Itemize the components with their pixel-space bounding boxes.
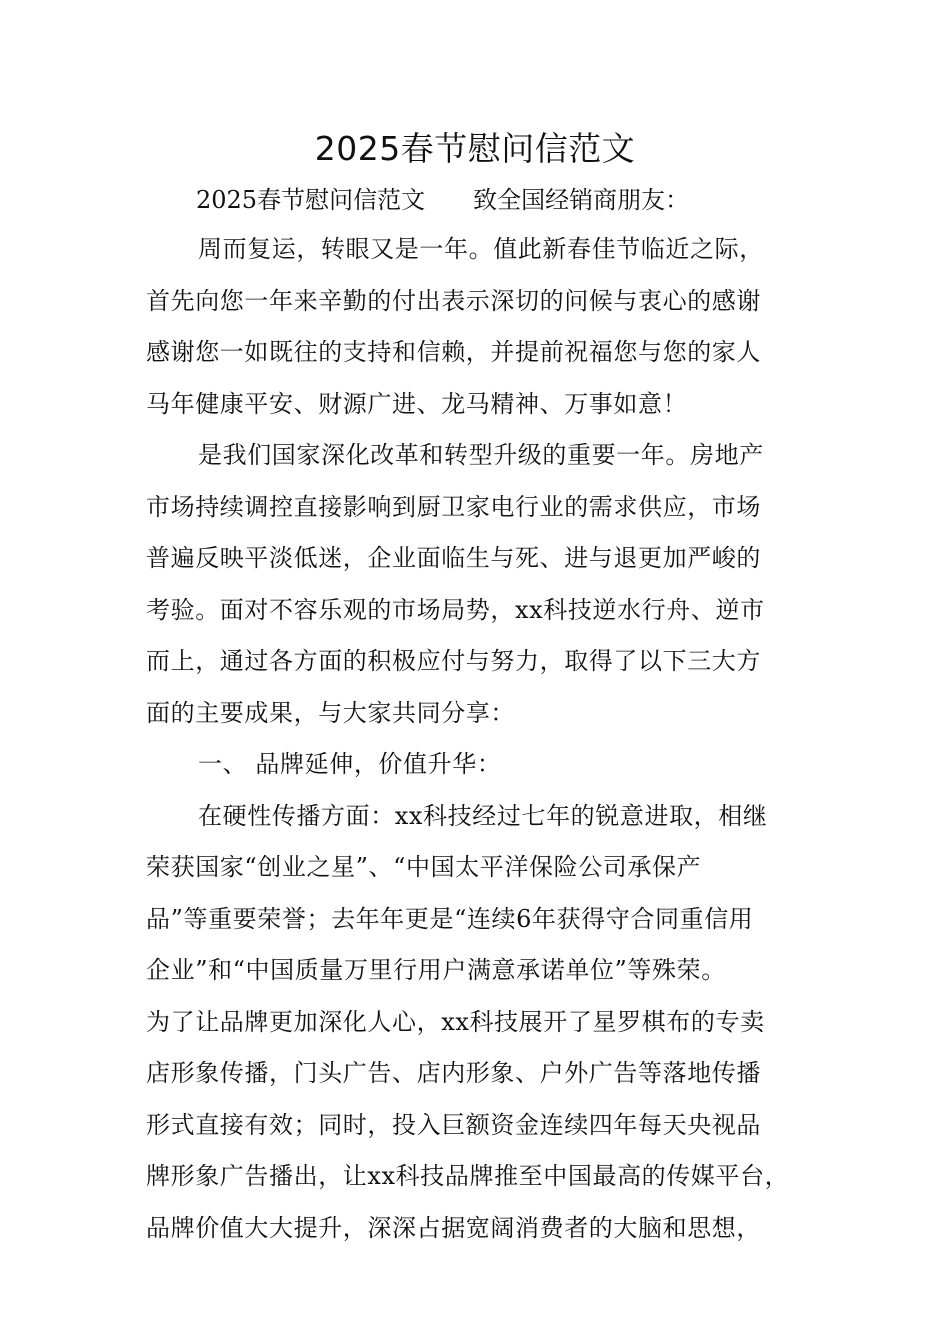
text-line: 荣获国家“创业之星”、“中国太平洋保险公司承保产 (146, 853, 702, 881)
text-line: 店形象传播，门头广告、店内形象、户外广告等落地传播 (146, 1059, 761, 1087)
letter-body (146, 224, 836, 1254)
salutation: 致全国经销商朋友： (473, 186, 690, 214)
text-line: 考验。面对不容乐观的市场局势，xx科技逆水行舟、逆市 (146, 595, 765, 624)
text-line: 形式直接有效；同时，投入巨额资金连续四年每天央视品 (146, 1110, 761, 1139)
text-line: 品牌价值大大提升，深深占据宽阔消费者的大脑和思想， (146, 1213, 761, 1242)
text-line: 企业”和“中国质量万里行用户满意承诺单位”等殊荣。 (146, 956, 726, 984)
text-line: 感谢您一如既往的支持和信赖，并提前祝福您与您的家人 (146, 338, 761, 366)
text-line: 品”等重要荣誉；去年年更是“连续6年获得守合同重信用 (146, 904, 754, 933)
section-heading: 一、 品牌延伸，价值升华： (198, 750, 502, 778)
greeting-line (196, 176, 689, 224)
text-line: 在硬性传播方面：xx科技经过七年的锐意进取，相继 (198, 801, 768, 830)
text-line: 牌形象广告播出，让xx科技品牌推至中国最高的传媒平台， (146, 1162, 790, 1190)
text-line: 面的主要成果，与大家共同分享： (146, 698, 515, 727)
subtitle-repeat: 2025春节慰问信范文 (196, 186, 426, 214)
text-line: 普遍反映平淡低迷，企业面临生与死、进与退更加严峻的 (146, 544, 761, 572)
text-line: 是我们国家深化改革和转型升级的重要一年。房地产 (198, 441, 764, 469)
text-line: 马年健康平安、财源广进、龙马精神、万事如意！ (146, 389, 688, 418)
page-title: 2025春节慰问信范文 (314, 129, 636, 168)
text-line: 首先向您一年来辛勤的付出表示深切的问候与衷心的感谢 (146, 286, 761, 315)
text-line: 为了让品牌更加深化人心，xx科技展开了星罗棋布的专卖 (146, 1007, 765, 1036)
text-line: 而上，通过各方面的积极应付与努力，取得了以下三大方 (146, 647, 761, 675)
text-line: 市场持续调控直接影响到厨卫家电行业的需求供应，市场 (146, 492, 761, 521)
text-line: 周而复运，转眼又是一年。值此新春佳节临近之际， (198, 235, 764, 263)
